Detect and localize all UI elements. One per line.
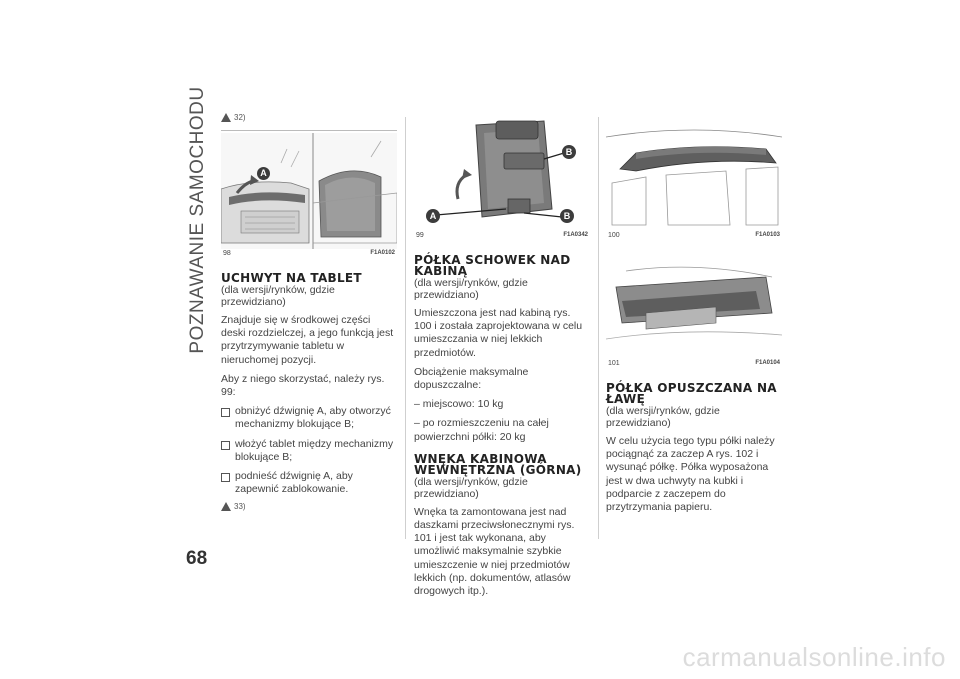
paragraph: Aby z niego skorzystać, należy rys. 99: (221, 372, 385, 399)
warning-ref-text: 32) (234, 113, 246, 122)
figure-100 (606, 113, 782, 241)
heading-shelf-above-cab: PÓŁKA SCHOWEK NAD KABINĄ (414, 253, 571, 278)
paragraph: Znajduje się w środkowej części deski rozdzielczej, a jego funkcją jest przytrzymywanie tabletu w nieruchomej pozycji. (221, 314, 394, 366)
figure-number: 101 (608, 360, 620, 367)
figure-number: 99 (416, 232, 424, 239)
watermark: carmanualsonline.info (682, 642, 946, 672)
callout-marker: B (562, 145, 576, 159)
section-tab-label: POZNAWANIE SAMOCHODU (187, 86, 208, 354)
heading-fold-down-shelf: PÓŁKA OPUSZCZANA NA ŁAWĘ (606, 381, 777, 406)
column-2 (414, 113, 590, 598)
callout-marker: A (426, 209, 440, 223)
checkbox-bullet-icon (221, 408, 230, 417)
list-item: włożyć tablet między mechanizmy blokujące B; (221, 438, 397, 464)
column-1 (221, 113, 397, 511)
figure-99 (414, 113, 590, 241)
tablet-holder-illustration (221, 133, 397, 249)
heading-cab-recess: WNĘKA KABINOWA WEWNĘTRZNA (GÓRNA) (414, 451, 582, 477)
figure-code: F1A0103 (755, 232, 780, 238)
figure-code: F1A0104 (755, 360, 780, 366)
figure-code: F1A0342 (563, 232, 588, 238)
subtitle: (dla wersji/rynków, gdzie przewidziano) (414, 475, 528, 500)
heading-tablet-holder: UCHWYT NA TABLET (221, 271, 362, 285)
callout-marker: B (560, 209, 574, 223)
subtitle: (dla wersji/rynków, gdzie przewidziano) (414, 277, 528, 301)
paragraph: Wnęka ta zamontowana jest nad daszkami przeciwsłonecznymi rys. 101 i jest tak wykonana, aby umożliwić maksymalnie szybkie umieszczenie w niej przedmiotów lekkich (np. dokumentów, atlasów drogowych itp.). (414, 505, 575, 598)
page-number: 68 (186, 548, 208, 569)
warning-ref-top (221, 113, 397, 122)
overhead-shelf-illustration (606, 113, 782, 231)
subtitle: (dla wersji/rynków, gdzie przewidziano) (221, 284, 335, 308)
figure-number: 98 (223, 250, 231, 257)
column-divider (405, 117, 406, 539)
warning-icon (221, 502, 231, 511)
figure-101 (606, 243, 782, 369)
paragraph: – miejscowo: 10 kg (414, 398, 504, 411)
figure-number: 100 (608, 232, 620, 239)
checkbox-bullet-icon (221, 473, 230, 482)
paragraph: – po rozmieszczeniu na całej powierzchni półki: 20 kg (414, 417, 549, 443)
column-3 (606, 113, 782, 514)
subtitle: (dla wersji/rynków, gdzie przewidziano) (606, 405, 720, 429)
warning-ref-text: 33) (234, 502, 246, 512)
figure-98 (221, 130, 397, 259)
warning-ref-bottom (221, 502, 397, 511)
section-tab (183, 86, 213, 354)
warning-icon (221, 113, 231, 122)
list-item: podnieść dźwignię A, aby zapewnić zablokowanie. (221, 470, 397, 496)
cab-recess-illustration (606, 243, 782, 359)
column-divider (598, 117, 599, 539)
paragraph: W celu użycia tego typu półki należy pociągnąć za zaczep A rys. 102 i wysunąć półkę. Półka wyposażona jest w dwa uchwyty na kubki i podparcie z zaczepem do przytrzymania papieru. (606, 435, 775, 514)
paragraph: Umieszczona jest nad kabiną rys. 100 i została zaprojektowana w celu umieszczania w niej lekkich przedmiotów. (414, 307, 583, 359)
figure-code: F1A0102 (370, 250, 395, 256)
callout-marker: A (257, 167, 270, 180)
list-item: obniżyć dźwignię A, aby otworzyć mechanizmy blokujące B; (221, 405, 397, 431)
paragraph: Obciążenie maksymalne dopuszczalne: (414, 365, 529, 392)
checkbox-bullet-icon (221, 441, 230, 450)
